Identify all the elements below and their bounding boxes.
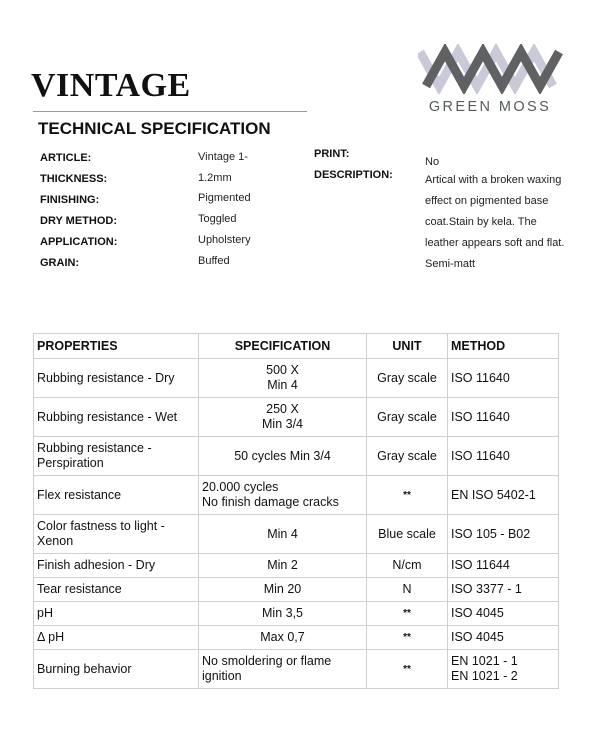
spec-label-dry-method: DRY METHOD:: [40, 215, 117, 227]
cell-method: [448, 476, 559, 515]
cell-specification: [199, 398, 367, 437]
table-row: [34, 476, 559, 515]
spec-label-print: PRINT:: [314, 148, 350, 160]
cell-unit: **: [367, 650, 448, 689]
cell-text: Min 3/4: [262, 417, 303, 431]
cell-property: [34, 578, 199, 602]
cell-text: Δ pH: [37, 630, 65, 644]
cell-text: Min 20: [263, 582, 302, 596]
cell-text: ISO 4045: [451, 630, 504, 644]
cell-unit: **: [367, 602, 448, 626]
cell-property: [34, 437, 199, 476]
cell-text: ignition: [202, 669, 242, 683]
cell-text: Xenon: [37, 534, 74, 548]
cell-text: 250 X: [266, 402, 299, 416]
cell-text: EN ISO 5402-1: [451, 487, 536, 502]
cell-property: [34, 476, 199, 515]
description-line: Semi-matt: [425, 258, 476, 270]
cell-specification: [199, 359, 367, 398]
cell-method: [448, 398, 559, 437]
description-line: coat.Stain by kela. The: [425, 216, 537, 228]
cell-method: [448, 626, 559, 650]
cell-method: [448, 359, 559, 398]
cell-specification: [199, 578, 367, 602]
cell-unit: Gray scale: [367, 437, 448, 476]
cell-unit: Gray scale: [367, 398, 448, 437]
cell-method: [448, 515, 559, 554]
column-header-unit: UNIT: [367, 334, 448, 359]
cell-specification: [199, 476, 367, 515]
cell-unit: Gray scale: [367, 359, 448, 398]
table-row: [34, 650, 559, 689]
cell-specification: [199, 437, 367, 476]
spec-value-description: [425, 170, 575, 275]
cell-text: ISO 11640: [451, 448, 510, 463]
table-row: [34, 515, 559, 554]
cell-property: [34, 398, 199, 437]
cell-text: Flex resistance: [37, 487, 122, 502]
cell-property: [34, 359, 199, 398]
spec-label-application: APPLICATION:: [40, 236, 118, 248]
spec-value-application: Upholstery: [198, 234, 251, 246]
column-header-method: METHOD: [448, 334, 559, 359]
brand-logo-text: GREEN MOSS: [428, 99, 552, 115]
cell-text: Min 2: [267, 558, 298, 572]
cell-text: ISO 11640: [451, 409, 510, 424]
cell-text: ISO 3377 - 1: [451, 582, 522, 596]
cell-specification: [199, 602, 367, 626]
cell-unit: **: [367, 476, 448, 515]
description-line: Artical with a broken waxing: [425, 174, 562, 186]
table-row: [34, 398, 559, 437]
table-row: [34, 359, 559, 398]
table-row: [34, 602, 559, 626]
spec-value-finishing: Pigmented: [198, 192, 251, 204]
cell-property: [34, 650, 199, 689]
spec-value-dry-method: Toggled: [198, 213, 237, 225]
spec-value-grain: Buffed: [198, 255, 230, 267]
cell-unit: **: [367, 626, 448, 650]
document-title: VINTAGE: [31, 67, 191, 104]
cell-method: [448, 650, 559, 689]
cell-property: [34, 602, 199, 626]
description-line: effect on pigmented base: [425, 195, 549, 207]
spec-value-thickness: 1.2mm: [198, 172, 232, 184]
cell-text: Finish adhesion - Dry: [37, 558, 156, 572]
cell-property: [34, 626, 199, 650]
description-line: leather appears soft and flat.: [425, 237, 565, 249]
cell-method: [448, 578, 559, 602]
spec-label-thickness: THICKNESS:: [40, 173, 108, 185]
spec-value-article: Vintage 1-: [198, 151, 248, 163]
cell-text: ISO 105 - B02: [451, 526, 531, 541]
cell-text: Min 4: [267, 378, 298, 392]
cell-text: Rubbing resistance -: [37, 441, 152, 455]
cell-text: Burning behavior: [37, 661, 132, 676]
properties-table: [33, 333, 559, 689]
brand-logo-mark: [418, 44, 564, 94]
table-row: [34, 578, 559, 602]
cell-text: No finish damage cracks: [202, 495, 339, 509]
table-row: [34, 626, 559, 650]
cell-method: [448, 554, 559, 578]
cell-property: [34, 554, 199, 578]
document-subtitle: TECHNICAL SPECIFICATION: [38, 119, 271, 138]
column-header-specification: SPECIFICATION: [199, 334, 367, 359]
cell-specification: [199, 626, 367, 650]
cell-text: ISO 11640: [451, 370, 510, 385]
cell-text: Color fastness to light -: [37, 519, 165, 533]
table-header-row: [34, 334, 559, 359]
cell-text: Min 4: [267, 526, 298, 541]
cell-method: [448, 437, 559, 476]
cell-text: EN 1021 - 2: [451, 669, 518, 683]
cell-specification: [199, 554, 367, 578]
cell-specification: [199, 650, 367, 689]
spec-label-finishing: FINISHING:: [40, 194, 100, 206]
spec-label-grain: GRAIN:: [40, 257, 80, 269]
cell-property: [34, 515, 199, 554]
cell-text: 50 cycles Min 3/4: [234, 448, 331, 463]
cell-text: 500 X: [266, 363, 299, 377]
cell-text: Perspiration: [37, 456, 104, 470]
cell-text: Tear resistance: [37, 582, 122, 596]
spec-value-print: No: [425, 156, 440, 168]
spec-label-description: DESCRIPTION:: [314, 169, 393, 181]
cell-unit: N/cm: [367, 554, 448, 578]
cell-text: Max 0,7: [260, 630, 305, 644]
cell-text: pH: [37, 606, 53, 620]
cell-text: EN 1021 - 1: [451, 654, 518, 668]
cell-text: Rubbing resistance - Dry: [37, 370, 175, 385]
cell-method: [448, 602, 559, 626]
cell-specification: [199, 515, 367, 554]
title-divider: [33, 111, 307, 112]
spec-label-article: ARTICLE:: [40, 152, 92, 164]
cell-text: ISO 11644: [451, 558, 510, 572]
table-row: [34, 554, 559, 578]
brand-logo: [414, 44, 566, 120]
cell-text: ISO 4045: [451, 606, 504, 620]
column-header-properties: PROPERTIES: [34, 334, 199, 359]
cell-text: Rubbing resistance - Wet: [37, 409, 178, 424]
cell-text: 20.000 cycles: [202, 480, 279, 494]
table-row: [34, 437, 559, 476]
cell-unit: Blue scale: [367, 515, 448, 554]
cell-text: Min 3,5: [262, 606, 303, 620]
cell-text: No smoldering or flame: [202, 654, 332, 668]
cell-unit: N: [367, 578, 448, 602]
